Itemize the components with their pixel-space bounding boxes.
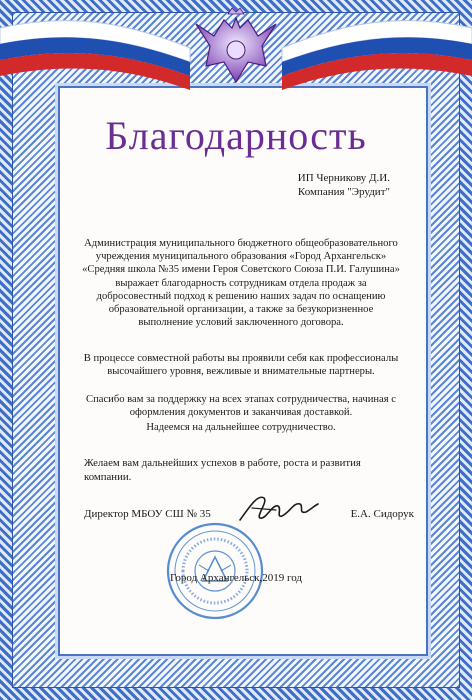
document-title: Благодарность	[105, 113, 367, 158]
paragraph-4: Надеемся на дальнейшее сотрудничество.	[146, 422, 336, 433]
signatory-name: Е.А. Сидорук	[350, 508, 414, 520]
double-headed-eagle-emblem	[188, 6, 284, 90]
addressee-block	[298, 171, 390, 199]
paragraph-1: Администрация муниципального бюджетного общеобразовательного учреждения муниципального образования «Город Архангельск» «Средняя школа №35 имени Героя Советского Союза П.И. Галушина» выражает благодарность сотрудникам отдела продаж за добросовестный подход к решению наших задач по оснащению образовательной организации, а также за безукоризненное выполнение условий заключенного договора.	[82, 238, 400, 329]
paragraph-2: В процессе совместной работы вы проявили себя как профессионалы высочайшего уровня, вежливые и внимательные партнеры.	[83, 353, 399, 378]
addressee-name: ИП Черникову Д.И.	[297, 172, 390, 184]
signatory-position: Директор МБОУ СШ № 35	[84, 508, 211, 520]
wish-paragraph: Желаем вам дальнейших успехов в работе, роста и развития компании.	[84, 457, 361, 483]
paragraph-3: Спасибо вам за поддержку на всех этапах сотрудничества, начиная с оформления документов и заканчивая доставкой.	[86, 394, 396, 419]
place-and-year: Город Архангельск,2019 год	[170, 572, 302, 584]
addressee-company: Компания "Эрудит"	[297, 186, 390, 198]
handwritten-signature	[236, 486, 320, 530]
official-stamp	[165, 521, 265, 621]
